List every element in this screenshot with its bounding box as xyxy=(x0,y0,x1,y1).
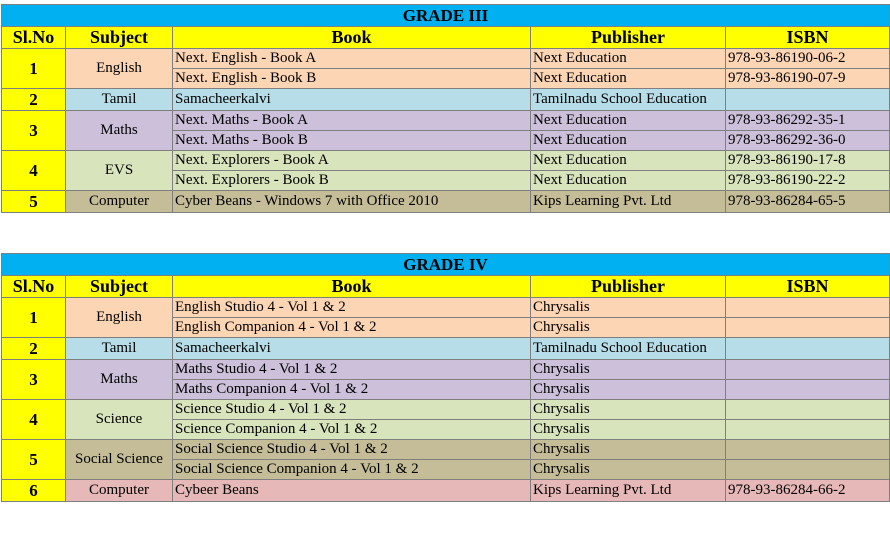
isbn-cell xyxy=(726,400,890,420)
subject-cell: EVS xyxy=(66,151,173,191)
subject-cell: Science xyxy=(66,400,173,440)
col-book: Book xyxy=(173,276,531,298)
header-row xyxy=(2,276,890,298)
book-cell: English Companion 4 - Vol 1 & 2 xyxy=(173,318,531,338)
book-cell: Next. Explorers - Book A xyxy=(173,151,531,171)
sl-no-cell: 1 xyxy=(2,298,66,338)
table-row xyxy=(2,191,890,213)
book-cell: Samacheerkalvi xyxy=(173,338,531,360)
subject-cell: English xyxy=(66,49,173,89)
sl-no-cell: 5 xyxy=(2,440,66,480)
isbn-cell xyxy=(726,89,890,111)
subject-cell: Maths xyxy=(66,360,173,400)
sl-no-cell: 4 xyxy=(2,151,66,191)
isbn-cell xyxy=(726,298,890,318)
sl-no-cell: 3 xyxy=(2,111,66,151)
table-row xyxy=(2,360,890,380)
isbn-cell xyxy=(726,460,890,480)
sl-no-cell: 1 xyxy=(2,49,66,89)
table-row xyxy=(2,298,890,318)
grade-4-title: GRADE IV xyxy=(2,254,890,276)
book-cell: Next. English - Book B xyxy=(173,69,531,89)
col-publisher: Publisher xyxy=(531,276,726,298)
sl-no-cell: 5 xyxy=(2,191,66,213)
isbn-cell: 978-93-86284-66-2 xyxy=(726,480,890,502)
publisher-cell: Chrysalis xyxy=(531,298,726,318)
table-row xyxy=(2,151,890,171)
isbn-cell: 978-93-86284-65-5 xyxy=(726,191,890,213)
publisher-cell: Chrysalis xyxy=(531,440,726,460)
isbn-cell xyxy=(726,360,890,380)
book-cell: English Studio 4 - Vol 1 & 2 xyxy=(173,298,531,318)
book-cell: Samacheerkalvi xyxy=(173,89,531,111)
col-slno: Sl.No xyxy=(2,27,66,49)
isbn-cell: 978-93-86190-22-2 xyxy=(726,171,890,191)
publisher-cell: Chrysalis xyxy=(531,460,726,480)
grade-3-table xyxy=(1,4,890,213)
col-book: Book xyxy=(173,27,531,49)
table-row xyxy=(2,338,890,360)
book-cell: Next. Maths - Book B xyxy=(173,131,531,151)
publisher-cell: Next Education xyxy=(531,69,726,89)
table-row xyxy=(2,89,890,111)
grade-4-table xyxy=(1,253,890,502)
sl-no-cell: 6 xyxy=(2,480,66,502)
sl-no-cell: 2 xyxy=(2,338,66,360)
book-cell: Science Studio 4 - Vol 1 & 2 xyxy=(173,400,531,420)
col-isbn: ISBN xyxy=(726,276,890,298)
subject-cell: Maths xyxy=(66,111,173,151)
book-cell: Social Science Companion 4 - Vol 1 & 2 xyxy=(173,460,531,480)
publisher-cell: Next Education xyxy=(531,171,726,191)
col-isbn: ISBN xyxy=(726,27,890,49)
subject-cell: Computer xyxy=(66,191,173,213)
publisher-cell: Kips Learning Pvt. Ltd xyxy=(531,480,726,502)
subject-cell: Tamil xyxy=(66,89,173,111)
grade-3-title: GRADE III xyxy=(2,5,890,27)
isbn-cell: 978-93-86190-07-9 xyxy=(726,69,890,89)
isbn-cell xyxy=(726,440,890,460)
sl-no-cell: 2 xyxy=(2,89,66,111)
sl-no-cell: 3 xyxy=(2,360,66,400)
isbn-cell: 978-93-86292-35-1 xyxy=(726,111,890,131)
col-slno: Sl.No xyxy=(2,276,66,298)
publisher-cell: Chrysalis xyxy=(531,380,726,400)
sl-no-cell: 4 xyxy=(2,400,66,440)
isbn-cell: 978-93-86190-17-8 xyxy=(726,151,890,171)
subject-cell: English xyxy=(66,298,173,338)
book-cell: Next. English - Book A xyxy=(173,49,531,69)
isbn-cell xyxy=(726,380,890,400)
table-row xyxy=(2,440,890,460)
isbn-cell xyxy=(726,420,890,440)
book-cell: Maths Studio 4 - Vol 1 & 2 xyxy=(173,360,531,380)
table-row xyxy=(2,111,890,131)
publisher-cell: Tamilnadu School Education xyxy=(531,338,726,360)
book-cell: Cyber Beans - Windows 7 with Office 2010 xyxy=(173,191,531,213)
publisher-cell: Chrysalis xyxy=(531,318,726,338)
publisher-cell: Chrysalis xyxy=(531,360,726,380)
book-cell: Next. Explorers - Book B xyxy=(173,171,531,191)
subject-cell: Social Science xyxy=(66,440,173,480)
isbn-cell xyxy=(726,318,890,338)
table-row xyxy=(2,400,890,420)
table-row xyxy=(2,49,890,69)
publisher-cell: Tamilnadu School Education xyxy=(531,89,726,111)
publisher-cell: Chrysalis xyxy=(531,400,726,420)
table-row xyxy=(2,480,890,502)
publisher-cell: Next Education xyxy=(531,151,726,171)
col-subject: Subject xyxy=(66,27,173,49)
publisher-cell: Next Education xyxy=(531,131,726,151)
isbn-cell: 978-93-86292-36-0 xyxy=(726,131,890,151)
publisher-cell: Next Education xyxy=(531,49,726,69)
col-subject: Subject xyxy=(66,276,173,298)
publisher-cell: Next Education xyxy=(531,111,726,131)
book-cell: Next. Maths - Book A xyxy=(173,111,531,131)
header-row xyxy=(2,27,890,49)
book-cell: Maths Companion 4 - Vol 1 & 2 xyxy=(173,380,531,400)
col-publisher: Publisher xyxy=(531,27,726,49)
publisher-cell: Kips Learning Pvt. Ltd xyxy=(531,191,726,213)
book-cell: Social Science Studio 4 - Vol 1 & 2 xyxy=(173,440,531,460)
book-cell: Science Companion 4 - Vol 1 & 2 xyxy=(173,420,531,440)
isbn-cell: 978-93-86190-06-2 xyxy=(726,49,890,69)
subject-cell: Tamil xyxy=(66,338,173,360)
subject-cell: Computer xyxy=(66,480,173,502)
book-cell: Cybeer Beans xyxy=(173,480,531,502)
isbn-cell xyxy=(726,338,890,360)
publisher-cell: Chrysalis xyxy=(531,420,726,440)
